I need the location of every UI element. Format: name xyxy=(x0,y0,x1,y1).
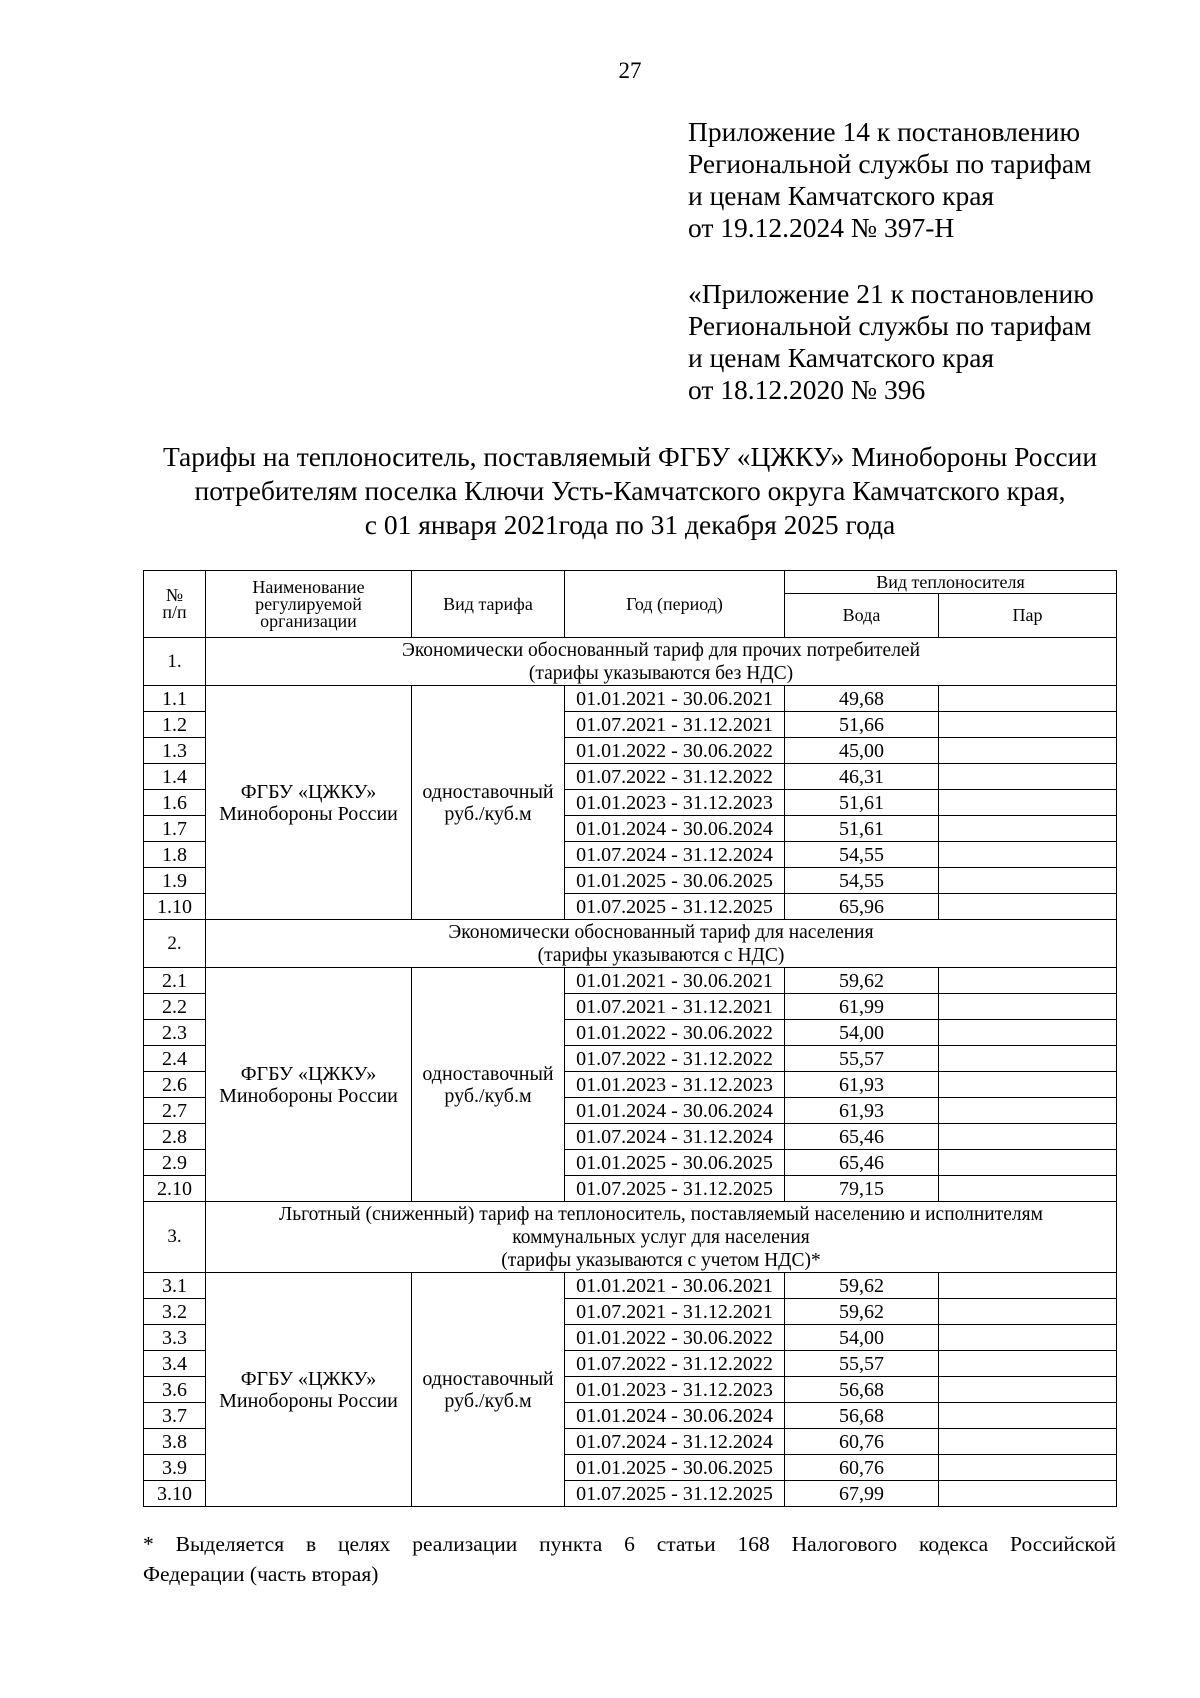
steam-value xyxy=(939,1046,1117,1072)
water-value: 46,31 xyxy=(785,764,939,790)
period-cell: 01.01.2023 - 31.12.2023 xyxy=(565,790,785,816)
appendix-original-header xyxy=(688,278,1168,406)
tariff-type-cell: одноставочный руб./куб.м xyxy=(412,968,565,1202)
steam-value xyxy=(939,994,1117,1020)
period-cell: 01.01.2022 - 30.06.2022 xyxy=(565,1020,785,1046)
row-num: 1.7 xyxy=(144,816,206,842)
period-cell: 01.01.2024 - 30.06.2024 xyxy=(565,816,785,842)
water-value: 61,93 xyxy=(785,1098,939,1124)
water-value: 65,46 xyxy=(785,1150,939,1176)
steam-value xyxy=(939,1299,1117,1325)
row-num: 1.8 xyxy=(144,842,206,868)
section-num: 3. xyxy=(144,1202,206,1273)
period-cell: 01.01.2021 - 30.06.2021 xyxy=(565,1273,785,1299)
period-cell: 01.07.2024 - 31.12.2024 xyxy=(565,1124,785,1150)
row-num: 1.10 xyxy=(144,894,206,920)
period-cell: 01.07.2021 - 31.12.2021 xyxy=(565,994,785,1020)
row-num: 3.4 xyxy=(144,1351,206,1377)
water-value: 51,61 xyxy=(785,816,939,842)
row-num: 1.3 xyxy=(144,738,206,764)
section-num: 1. xyxy=(144,638,206,686)
appendix-line: «Приложение 21 к постановлению xyxy=(688,278,1094,309)
organization-cell: ФГБУ «ЦЖКУ» Минобороны России xyxy=(206,968,412,1202)
row-num: 2.8 xyxy=(144,1124,206,1150)
appendix-line: Региональной службы по тарифам xyxy=(688,148,1092,179)
section-header-row xyxy=(144,638,1117,686)
water-value: 51,61 xyxy=(785,790,939,816)
row-num: 3.9 xyxy=(144,1455,206,1481)
steam-value xyxy=(939,1098,1117,1124)
steam-value xyxy=(939,1176,1117,1202)
title-line: потребителям поселка Ключи Усть-Камчатского округа Камчатского края, xyxy=(194,475,1066,506)
section-title xyxy=(206,1202,1117,1273)
row-num: 2.6 xyxy=(144,1072,206,1098)
row-num: 3.10 xyxy=(144,1481,206,1507)
period-cell: 01.07.2021 - 31.12.2021 xyxy=(565,712,785,738)
section-title-line: Льготный (сниженный) тариф на теплоноситель, поставляемый населению и исполнителям xyxy=(279,1203,1043,1225)
steam-value xyxy=(939,1325,1117,1351)
section-title xyxy=(206,920,1117,968)
period-cell: 01.01.2024 - 30.06.2024 xyxy=(565,1098,785,1124)
period-cell: 01.01.2025 - 30.06.2025 xyxy=(565,868,785,894)
section-title-line: Экономически обоснованный тариф для населения xyxy=(448,921,874,943)
header-water: Вода xyxy=(785,594,939,638)
steam-value xyxy=(939,1403,1117,1429)
water-value: 55,57 xyxy=(785,1351,939,1377)
period-cell: 01.07.2022 - 31.12.2022 xyxy=(565,1046,785,1072)
appendix-line: и ценам Камчатского края xyxy=(688,180,995,211)
row-num: 1.4 xyxy=(144,764,206,790)
appendix-current-header xyxy=(688,116,1168,244)
period-cell: 01.07.2022 - 31.12.2022 xyxy=(565,1351,785,1377)
row-num: 1.6 xyxy=(144,790,206,816)
water-value: 65,96 xyxy=(785,894,939,920)
water-value: 60,76 xyxy=(785,1429,939,1455)
period-cell: 01.07.2022 - 31.12.2022 xyxy=(565,764,785,790)
header-tariff-type: Вид тарифа xyxy=(412,571,565,638)
steam-value xyxy=(939,1481,1117,1507)
section-title-line: (тарифы указываются без НДС) xyxy=(528,662,794,684)
water-value: 45,00 xyxy=(785,738,939,764)
tariff-type-cell: одноставочный руб./куб.м xyxy=(412,1273,565,1507)
row-num: 3.6 xyxy=(144,1377,206,1403)
water-value: 56,68 xyxy=(785,1403,939,1429)
period-cell: 01.07.2025 - 31.12.2025 xyxy=(565,894,785,920)
steam-value xyxy=(939,842,1117,868)
water-value: 56,68 xyxy=(785,1377,939,1403)
water-value: 54,55 xyxy=(785,842,939,868)
title-line: с 01 января 2021года по 31 декабря 2025 года xyxy=(364,509,896,540)
row-num: 1.2 xyxy=(144,712,206,738)
period-cell: 01.01.2025 - 30.06.2025 xyxy=(565,1150,785,1176)
appendix-line: Региональной службы по тарифам xyxy=(688,310,1092,341)
section-header-row xyxy=(144,1202,1117,1273)
period-cell: 01.01.2024 - 30.06.2024 xyxy=(565,1403,785,1429)
water-value: 59,62 xyxy=(785,1299,939,1325)
steam-value xyxy=(939,790,1117,816)
period-cell: 01.07.2024 - 31.12.2024 xyxy=(565,1429,785,1455)
steam-value xyxy=(939,1429,1117,1455)
header-carrier: Вид теплоносителя xyxy=(785,571,1117,594)
water-value: 49,68 xyxy=(785,686,939,712)
row-num: 3.1 xyxy=(144,1273,206,1299)
header-period: Год (период) xyxy=(565,571,785,638)
steam-value xyxy=(939,816,1117,842)
water-value: 59,62 xyxy=(785,968,939,994)
row-num: 2.2 xyxy=(144,994,206,1020)
table-row xyxy=(144,1273,1117,1299)
period-cell: 01.01.2023 - 31.12.2023 xyxy=(565,1377,785,1403)
period-cell: 01.01.2022 - 30.06.2022 xyxy=(565,738,785,764)
organization-cell: ФГБУ «ЦЖКУ» Минобороны России xyxy=(206,686,412,920)
steam-value xyxy=(939,764,1117,790)
row-num: 1.9 xyxy=(144,868,206,894)
steam-value xyxy=(939,738,1117,764)
steam-value xyxy=(939,894,1117,920)
steam-value xyxy=(939,1072,1117,1098)
water-value: 67,99 xyxy=(785,1481,939,1507)
appendix-line: Приложение 14 к постановлению xyxy=(688,116,1080,147)
period-cell: 01.07.2024 - 31.12.2024 xyxy=(565,842,785,868)
row-num: 2.9 xyxy=(144,1150,206,1176)
page-number: 27 xyxy=(618,58,642,83)
appendix-line: от 18.12.2020 № 396 xyxy=(688,374,926,405)
water-value: 65,46 xyxy=(785,1124,939,1150)
period-cell: 01.01.2025 - 30.06.2025 xyxy=(565,1455,785,1481)
period-cell: 01.07.2021 - 31.12.2021 xyxy=(565,1299,785,1325)
steam-value xyxy=(939,686,1117,712)
period-cell: 01.01.2023 - 31.12.2023 xyxy=(565,1072,785,1098)
section-title-line: коммунальных услуг для населения xyxy=(512,1226,810,1248)
water-value: 54,00 xyxy=(785,1325,939,1351)
title-line: Тарифы на теплоноситель, поставляемый ФГБУ «ЦЖКУ» Минобороны России xyxy=(162,441,1098,472)
water-value: 61,99 xyxy=(785,994,939,1020)
steam-value xyxy=(939,1150,1117,1176)
document-title xyxy=(0,440,1200,542)
row-num: 2.7 xyxy=(144,1098,206,1124)
table-row xyxy=(144,686,1117,712)
water-value: 79,15 xyxy=(785,1176,939,1202)
footnote xyxy=(143,1529,1116,1589)
row-num: 2.10 xyxy=(144,1176,206,1202)
table-row xyxy=(144,968,1117,994)
steam-value xyxy=(939,1351,1117,1377)
row-num: 3.2 xyxy=(144,1299,206,1325)
section-num: 2. xyxy=(144,920,206,968)
water-value: 54,00 xyxy=(785,1020,939,1046)
header-num: № п/п xyxy=(144,571,206,638)
steam-value xyxy=(939,968,1117,994)
section-title xyxy=(206,638,1117,686)
footnote-line: * Выделяется в целях реализации пункта 6 статьи 168 Налогового кодекса Российской xyxy=(143,1532,1116,1556)
steam-value xyxy=(939,1020,1117,1046)
tariff-type-cell: одноставочный руб./куб.м xyxy=(412,686,565,920)
water-value: 60,76 xyxy=(785,1455,939,1481)
steam-value xyxy=(939,1273,1117,1299)
row-num: 2.1 xyxy=(144,968,206,994)
row-num: 2.4 xyxy=(144,1046,206,1072)
period-cell: 01.07.2025 - 31.12.2025 xyxy=(565,1481,785,1507)
footnote-line: Федерации (часть вторая) xyxy=(143,1562,379,1586)
appendix-line: и ценам Камчатского края xyxy=(688,342,995,373)
header-organization: Наименование регулируемой организации xyxy=(206,571,412,638)
row-num: 3.3 xyxy=(144,1325,206,1351)
period-cell: 01.01.2021 - 30.06.2021 xyxy=(565,686,785,712)
row-num: 3.8 xyxy=(144,1429,206,1455)
appendix-line: от 19.12.2024 № 397-Н xyxy=(688,212,955,243)
row-num: 2.3 xyxy=(144,1020,206,1046)
water-value: 51,66 xyxy=(785,712,939,738)
header-steam: Пар xyxy=(939,594,1117,638)
row-num: 3.7 xyxy=(144,1403,206,1429)
row-num: 1.1 xyxy=(144,686,206,712)
water-value: 55,57 xyxy=(785,1046,939,1072)
steam-value xyxy=(939,1124,1117,1150)
steam-value xyxy=(939,712,1117,738)
steam-value xyxy=(939,1377,1117,1403)
organization-cell: ФГБУ «ЦЖКУ» Минобороны России xyxy=(206,1273,412,1507)
steam-value xyxy=(939,868,1117,894)
section-header-row xyxy=(144,920,1117,968)
section-title-line: (тарифы указываются с НДС) xyxy=(537,944,785,966)
period-cell: 01.01.2021 - 30.06.2021 xyxy=(565,968,785,994)
section-title-line: Экономически обоснованный тариф для прочих потребителей xyxy=(401,639,921,661)
steam-value xyxy=(939,1455,1117,1481)
section-title-line: (тарифы указываются с учетом НДС)* xyxy=(501,1249,821,1271)
water-value: 54,55 xyxy=(785,868,939,894)
period-cell: 01.07.2025 - 31.12.2025 xyxy=(565,1176,785,1202)
tariff-table xyxy=(143,570,1117,1507)
water-value: 61,93 xyxy=(785,1072,939,1098)
table-header-row xyxy=(144,571,1117,594)
water-value: 59,62 xyxy=(785,1273,939,1299)
period-cell: 01.01.2022 - 30.06.2022 xyxy=(565,1325,785,1351)
